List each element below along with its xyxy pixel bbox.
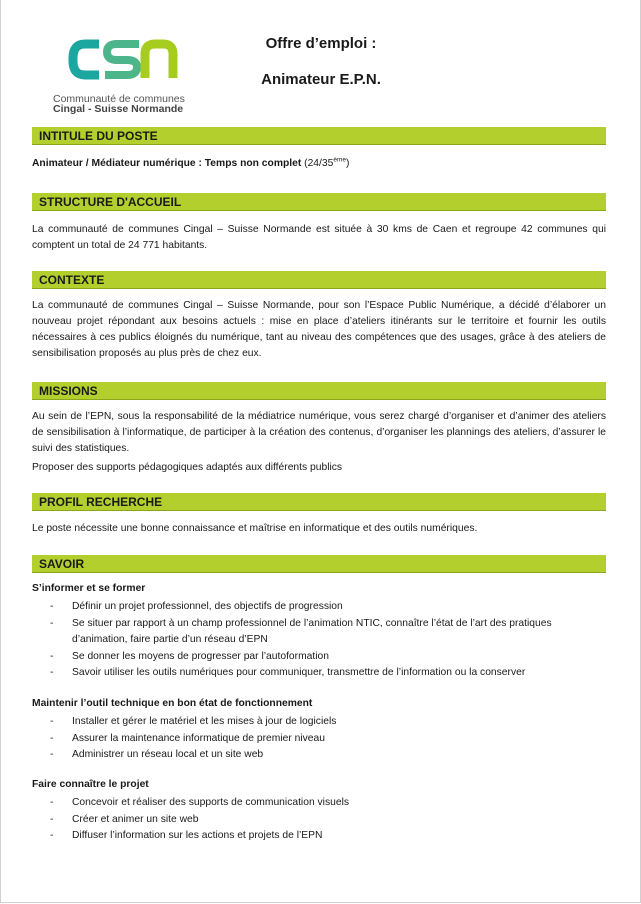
dash-bullet: -: [50, 617, 54, 629]
dash-bullet: -: [50, 813, 54, 825]
list-item: - Concevoir et réaliser des supports de communication visuels: [32, 795, 592, 812]
section-heading-savoir: SAVOIR: [32, 555, 606, 573]
structure-text: La communauté de communes Cingal – Suisse Normande est située à 30 kms de Caen et regroupe 42 communes qui comptent un total de 24 771 habitants.: [32, 224, 606, 251]
list-item: - Définir un projet professionnel, des objectifs de progression: [32, 599, 592, 616]
section-heading-structure: STRUCTURE D'ACCUEIL: [32, 193, 606, 211]
contexte-text: La communauté de communes Cingal – Suisse Normande, pour son l’Espace Public Numérique, a décidé d’élaborer un nouveau projet répondant aux besoins actuels : mise en place d’ateliers itinérants sur le territoire et fournir les outils nécessaires à ces publics éloignés du numérique, tant au niveau des compétences que des usages, grâce à des ateliers de sensibilisation proposés au plus près de chez eux.: [32, 300, 606, 359]
list-item: - Se situer par rapport à un champ professionnel de l’animation NTIC, connaître l’état de l’art des pratiques d’animation, faire partie d’un réseau d’EPN: [50, 617, 552, 645]
intitule-hours: (24/35: [301, 158, 334, 169]
dash-bullet: -: [50, 749, 54, 760]
list-item: - Créer et animer un site web: [32, 812, 592, 829]
section-heading-profil: PROFIL RECHERCHE: [32, 493, 606, 511]
dash-bullet: -: [50, 716, 54, 727]
savoir-group-title: S’informer et se former: [32, 583, 146, 594]
savoir-group-list: [32, 714, 592, 764]
dash-bullet: -: [50, 797, 54, 808]
profil-text: Le poste nécessite une bonne connaissance et maîtrise en informatique et des outils numériques.: [32, 523, 478, 534]
intitule-sup: ème: [333, 156, 346, 164]
dash-bullet: -: [50, 667, 54, 678]
list-item: - Administrer un réseau local et un site web: [32, 747, 592, 764]
job-title: Animateur E.P.N.: [261, 71, 381, 88]
dash-bullet: -: [50, 830, 54, 841]
missions-text: Au sein de l’EPN, sous la responsabilité de la médiatrice numérique, vous serez chargé d’organiser et d’animer des ateliers de sensibilisation à l’informatique, de participer à la création des contenus, d’organiser les plannings des ateliers, d’assurer le suivi des statistiques.: [32, 411, 606, 454]
savoir-group-list: [32, 795, 592, 845]
list-item: - Diffuser l’information sur les actions et projets de l’EPN: [32, 828, 592, 845]
list-item: - Installer et gérer le matériel et les mises à jour de logiciels: [32, 714, 592, 731]
logo-subtitle-line1: Communauté de communes: [53, 93, 185, 105]
document-title: Offre d’emploi :: [265, 35, 377, 52]
list-item: - Savoir utiliser les outils numériques pour communiquer, transmettre de l’information ou la conserver: [32, 665, 592, 682]
savoir-group-list: [32, 599, 592, 682]
list-item: - Assurer la maintenance informatique de premier niveau: [32, 731, 592, 748]
section-heading-intitule: INTITULE DU POSTE: [32, 127, 606, 145]
intitule-text: [32, 156, 606, 172]
dash-bullet: -: [50, 650, 54, 662]
dash-bullet: -: [50, 732, 54, 744]
missions-text-2: Proposer des supports pédagogiques adaptés aux différents publics: [32, 462, 343, 473]
intitule-bold: Animateur / Médiateur numérique : Temps non complet: [32, 158, 302, 169]
intitule-close: ): [346, 158, 350, 169]
savoir-group-title: Faire connaître le projet: [32, 779, 149, 790]
savoir-group-title: Maintenir l’outil technique en bon état de fonctionnement: [32, 698, 313, 709]
logo-subtitle-line2: Cingal - Suisse Normande: [53, 103, 184, 115]
dash-bullet: -: [50, 601, 54, 612]
list-item: - Se donner les moyens de progresser par l’autoformation: [32, 649, 592, 666]
section-heading-missions: MISSIONS: [32, 382, 606, 400]
section-heading-contexte: CONTEXTE: [32, 271, 606, 289]
